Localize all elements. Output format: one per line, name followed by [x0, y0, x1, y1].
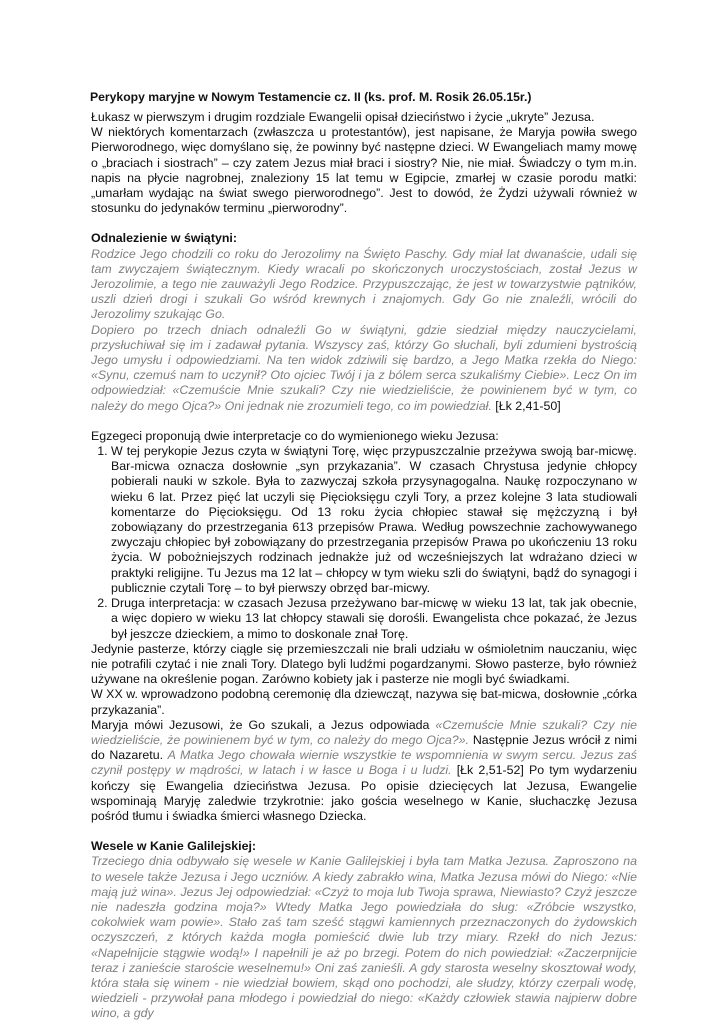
document-body	[91, 110, 637, 1022]
paragraph-bat-micwa: W XX w. wprowadzono podobną ceremonię dla dziewcząt, nazywa się bat-micwa, dosłownie „córka przykazania”.	[91, 687, 637, 717]
interpretations-lead: Egzegeci proponują dwie interpretacje co do wymienionego wieku Jezusa:	[91, 428, 499, 443]
scripture-quote: Trzeciego dnia odbywało się wesele w Kanie Galilejskiej i była tam Matka Jezusa. Zaproszono na to wesele także Jezusa i Jego uczniów. A kiedy zabrakło wina, Matka Jezusa mówi do Niego: «Nie mają już wina». Jezus Jej odpowiedział: «Czyż to moja lub Twoja sprawa, Niewiasto? Czyż jeszcze nie nadeszła godzina moja?» Wtedy Matka Jego powiedziała do sług: «Zróbcie wszystko, cokolwiek wam powie». Stało zaś tam sześć stągwi kamiennych przeznaczonych do żydowskich oczyszczeń, z których każda mogła pomieścić dwie lub trzy miary. Rzekł do nich Jezus: «Napełnijcie stągwie wodą!» I napełnili je aż po brzegi. Potem do nich powiedział: «Zaczerpnijcie teraz i zanieście staroście weselnemu!» Oni zaś zanieśli. A gdy starosta weselny skosztował wody, która stała się winem - nie wiedział bowiem, skąd ono pochodzi, ale słudzy, którzy czerpali wodę, wiedzieli - przywołał pana młodego i powiedział do niego: «Każdy człowiek stawia najpierw dobre wino, a gdy	[91, 854, 637, 1021]
list-item: 2. Druga interpretacja: w czasach Jezusa przeżywano bar-micwę w wieku 13 lat, tak jak obecnie, a więc dopiero w wieku 13 lat chłopcy stawali się dorośli. Ewangelista chce pokazać, że Jezus był jeszcze dzieckiem, a mimo to doskonale znał Torę.	[111, 596, 637, 642]
section-heading-temple: Odnalezienie w świątyni:	[91, 231, 237, 246]
document-title: Perykopy maryjne w Nowym Testamencie cz. II (ks. prof. M. Rosik 26.05.15r.)	[90, 90, 532, 104]
intro-line: Łukasz w pierwszym i drugim rozdziale Ewangelii opisał dzieciństwo i życie „ukryte” Jezusa.	[91, 110, 595, 124]
scripture-quote: Rodzice Jego chodzili co roku do Jerozolimy na Święto Paschy. Gdy miał lat dwanaście, udali się tam zwyczajem świątecznym. Kiedy wracali po skończonych uroczystościach, został Jezus w Jerozolimie, a tego nie zauważyli Jego Rodzice. Przypuszczając, że jest w towarzystwie pątników, uszli dzień drogi i szukali Go wśród krewnych i znajomych. Gdy Go nie znaleźli, wrócili do Jerozolimy szukając Go.	[91, 246, 637, 322]
list-item: 1. W tej perykopie Jezus czyta w świątyni Torę, więc przypuszczalnie przeżywa swoją bar-micwę. Bar-micwa oznacza dosłownie „syn przykazania”. W czasach Chrystusa jedynie chłopcy pobierali nauki w szkole. Była to zazwyczaj szkoła przysynagogalna. Naukę rozpoczynano w wieku 6 lat. Przez pięć lat uczyli się Pięcioksięgu czyli Tory, a przez kolejne 3 lata studiowali komentarze do Pięcioksięgu. Od 13 roku życia chłopiec stawał się mężczyzną i był zobowiązany do przestrzegania 613 przepisów Prawa. Według powszechnie zachowywanego zwyczaju chłopiec był zobowiązany do przestrzegania przepisów Prawa po ukończeniu 13 roku życia. W pobożniejszych rodzinach jednakże już od wcześniejszych lat wdrażano dzieci w praktyki religijne. Tu Jezus ma 12 lat – chłopcy w tym wieku szli do świątyni, bądź do synagogi i publicznie czytali Torę – to był pierwszy obrzęd bar-micwy.	[111, 444, 637, 596]
scripture-quote-inline: A Matka Jego chowała wiernie wszystkie te wspomnienia w swym sercu. Jezus zaś czynił postępy w mądrości, w latach i w łasce u Boga i u ludzi.	[91, 748, 637, 778]
paragraph-shepherds: Jedynie pasterze, którzy ciągle się przemieszczali nie brali udziału w ośmioletnim nauczaniu, więc nie potrafili czytać i nie znali Tory. Dlatego byli ludźmi pogardzanymi. Słowo pasterze, było również używane na określenie pogan. Zarówno kobiety jak i pasterze nie mogli być świadkami.	[91, 641, 637, 687]
text-run: Maryja mówi Jezusowi, że Go szukali, a Jezus odpowiada	[91, 717, 436, 732]
text-run: Następnie Jezus wrócił z nimi do Nazaretu.	[91, 732, 637, 763]
scripture-reference: [Łk 2,41-50]	[495, 398, 561, 413]
scripture-reference: [Łk 2,51-52]	[451, 763, 524, 778]
scripture-quote-continued	[91, 323, 637, 414]
section-heading-cana: Wesele w Kanie Galilejskiej:	[91, 839, 257, 854]
intro-paragraph: W niektórych komentarzach (zwłaszcza u protestantów), jest napisane, że Maryja powiła swego Pierworodnego, więc domyślano się, że powinny być następne dzieci. W Ewangeliach mamy mowę o „braciach i siostrach” – czy zatem Jezus miał braci i siostry? Nie, nie miał. Świadczy o tym m.in. napis na płycie nagrobnej, znaleziony 15 lat temu w Egipcie, zmarłej w czasie porodu matki: „umarłam wydając na świat swego pierworodnego”. Jest to dowód, że Żydzi używali również w stosunku do jedynaków terminu „pierworodny”.	[91, 125, 637, 216]
interpretations-list	[91, 444, 637, 642]
scripture-quote-text: Dopiero po trzech dniach odnaleźli Go w świątyni, gdzie siedział między nauczycielami, przysłuchiwał się im i zadawał pytania. Wszyscy zaś, którzy Go słuchali, byli zdumieni bystrością Jego umysłu i odpowiedziami. Na ten widok zdziwili się bardzo, a Jego Matka rzekła do Niego: «Synu, czemuś nam to uczynił? Oto ojciec Twój i ja z bólem serca szukaliśmy Ciebie». Lecz On im odpowiedział: «Czemuście Mnie szukali? Czy nie wiedzieliście, że powinienem być w tym, co należy do mego Ojca?» Oni jednak nie zrozumieli tego, co im powiedział.	[91, 322, 637, 413]
scripture-quote-inline: «Czemuście Mnie szukali? Czy nie wiedzieliście, że powinienem być w tym, co należy do mego Ojca?».	[91, 717, 637, 747]
text-run: Po tym wydarzeniu kończy się Ewangelia dzieciństwa Jezusa. Po opisie dziecięcych lat Jezusa, Ewangelie wspominają Maryję zaledwie trzykrotnie: jako gościa weselnego w Kanie, słuchaczkę Jezusa pośród tłumu i świadka śmierci własnego Dziecka.	[91, 763, 637, 823]
paragraph-mary-speaks	[91, 718, 637, 824]
